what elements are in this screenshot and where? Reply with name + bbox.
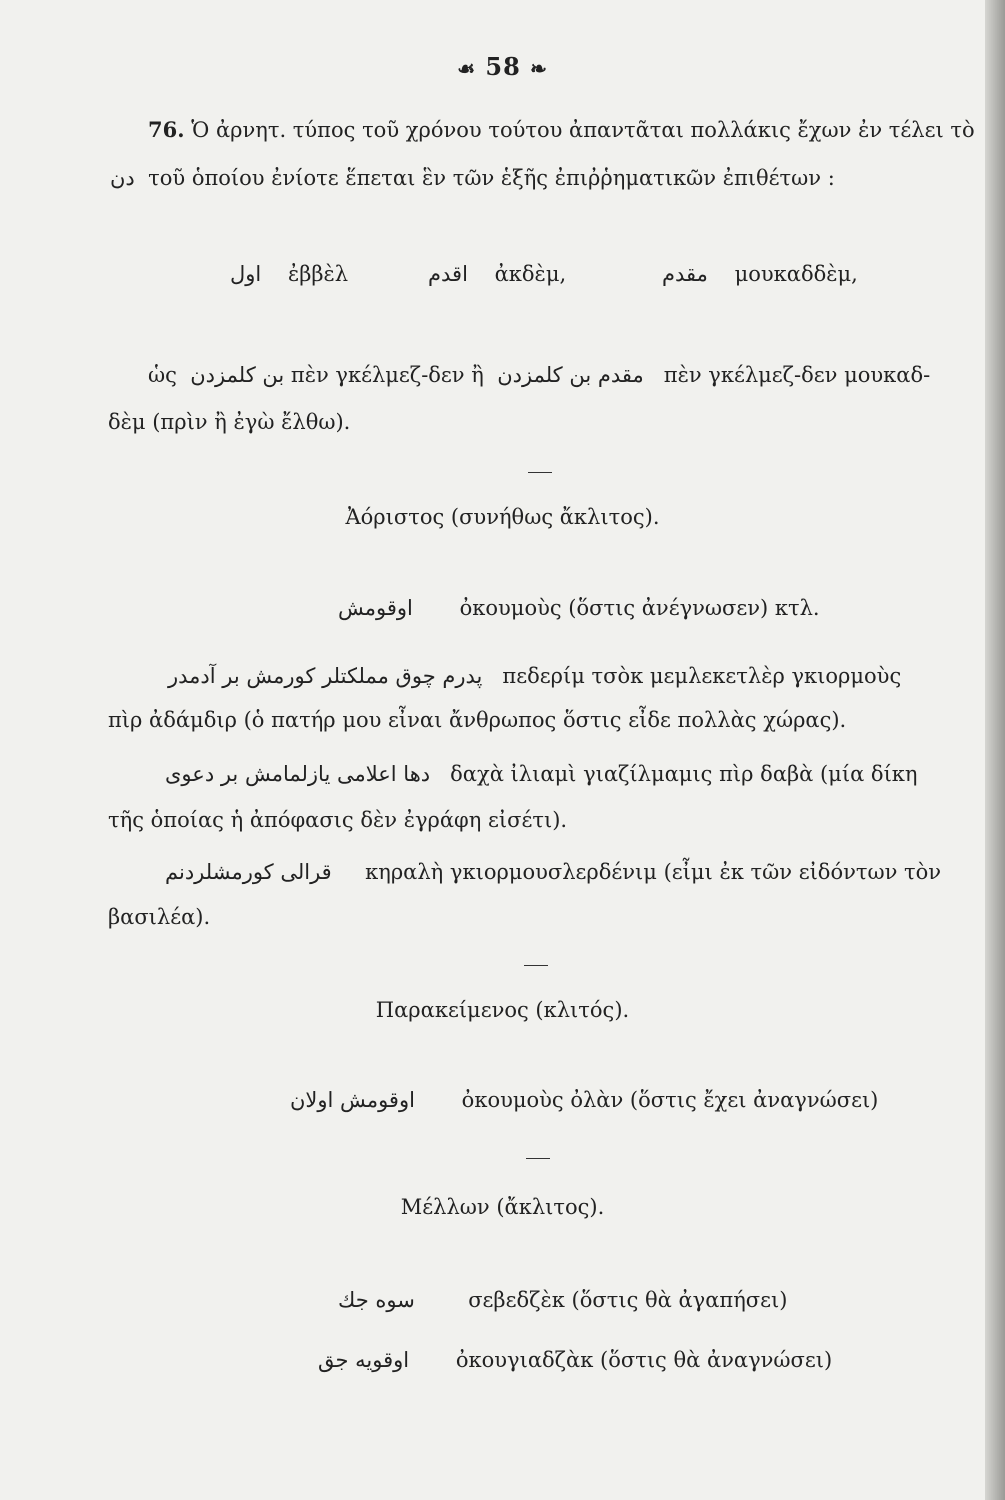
future-row-1-greek: σεβεδζὲκ (ὅστις θὰ ἀγαπήσει) xyxy=(468,1288,788,1312)
adverb-3-greek: μουκαδδὲμ, xyxy=(734,262,858,286)
future-row-1-ottoman: سوه جك xyxy=(338,1288,415,1312)
adverb-3-ottoman: مقدم xyxy=(662,262,708,286)
para-76-line-2 xyxy=(110,166,835,190)
para-76-line-1 xyxy=(148,117,975,142)
future-row-1 xyxy=(338,1288,787,1312)
example-line-1 xyxy=(148,363,930,387)
future-row-2-greek: ὀκουγιαδζὰκ (ὅστις θὰ ἀναγνώσει) xyxy=(455,1348,833,1372)
perfect-row-1-ottoman: اوقومش اولان xyxy=(290,1088,415,1112)
example-ottoman-1: بن كلمزدن xyxy=(190,363,285,387)
section-divider xyxy=(524,965,548,966)
section-divider xyxy=(528,472,552,473)
para-number: 76. xyxy=(148,117,185,142)
future-row-2-ottoman: اوقويه جق xyxy=(318,1348,410,1372)
page-number: 58 xyxy=(485,52,521,81)
aorist-row-2 xyxy=(168,664,901,688)
page-header xyxy=(0,52,1005,81)
para-76-text-2: τοῦ ὁποίου ἐνίοτε ἕπεται ἓν τῶν ἑξῆς ἐπιῤῥηματικῶν ἐπιθέτων : xyxy=(148,166,835,190)
section-title-perfect: Παρακείμενος (κλιτός). xyxy=(375,998,630,1022)
ottoman-word: دن xyxy=(110,166,135,190)
adverb-2-greek: ἀκδὲμ, xyxy=(494,262,567,286)
perfect-row-1 xyxy=(290,1088,878,1112)
aorist-row-4 xyxy=(165,860,941,884)
adverb-1-ottoman: اول xyxy=(230,262,262,286)
para-76-text-1: Ὁ ἀρνητ. τύπος τοῦ χρόνου τούτου ἀπαντᾶται πολλάκις ἔχων ἐν τέλει τὸ xyxy=(191,118,975,142)
aorist-row-2-greek: πεδερίμ τσὸκ μεμλεκετλὲρ γκιορμοὺς xyxy=(502,664,902,688)
aorist-row-1-greek: ὀκουμοὺς (ὅστις ἀνέγνωσεν) κτλ. xyxy=(459,596,820,620)
adverb-2 xyxy=(428,262,566,286)
section-title-future: Μέλλων (ἄκλιτος). xyxy=(400,1195,605,1219)
aorist-row-1 xyxy=(338,596,820,620)
adverb-2-ottoman: اقدم xyxy=(428,262,468,286)
aorist-row-3-ottoman: دها اعلامى يازلمامش بر دعوى xyxy=(165,762,431,786)
aorist-row-2-ottoman: پدرم چوق مملكتلر كورمش بر آدمدر xyxy=(168,664,483,688)
adverb-1-greek: ἐββὲλ xyxy=(287,262,349,286)
aorist-row-4-line-2: βασιλέα). xyxy=(108,905,211,929)
perfect-row-1-greek: ὀκουμοὺς ὀλὰν (ὅστις ἔχει ἀναγνώσει) xyxy=(461,1088,879,1112)
example-prefix: ὡς xyxy=(148,363,177,387)
aorist-row-4-greek: κηραλὴ γκιορμουσλερδένιμ (εἶμι ἐκ τῶν εἰδόντων τὸν xyxy=(365,860,942,884)
right-ornament-icon: ❧ xyxy=(530,56,548,81)
aorist-row-1-ottoman: اوقومش xyxy=(338,596,413,620)
adverb-3 xyxy=(662,262,858,286)
page-binding-edge xyxy=(985,0,1005,1500)
section-divider xyxy=(526,1158,550,1159)
section-title-aorist: Ἀόριστος (συνήθως ἄκλιτος). xyxy=(345,505,660,529)
left-ornament-icon: ☙ xyxy=(457,56,477,81)
adverb-1 xyxy=(230,262,348,286)
example-ottoman-2: مقدم بن كلمزدن xyxy=(497,363,644,387)
aorist-row-4-ottoman: قرالى كورمشلردنم xyxy=(165,860,332,884)
example-line-2: δὲμ (πρὶν ἢ ἐγὼ ἔλθω). xyxy=(108,410,351,434)
aorist-row-3-line-2: τῆς ὁποίας ἡ ἀπόφασις δὲν ἐγράφη εἰσέτι). xyxy=(108,808,568,832)
example-greek-1: πὲν γκέλμεζ-δεν ἢ xyxy=(290,363,484,387)
example-greek-2: πὲν γκέλμεζ-δεν μουκαδ- xyxy=(663,363,931,387)
aorist-row-2-line-2: πὶρ ἀδάμδιρ (ὁ πατήρ μου εἶναι ἄνθρωπος ὅστις εἶδε πολλὰς χώρας). xyxy=(108,708,847,732)
future-row-2 xyxy=(318,1348,832,1372)
aorist-row-3 xyxy=(165,762,918,786)
aorist-row-3-greek: δαχὰ ἰλιαμὶ γιαζίλμαμις πὶρ δαβὰ (μία δίκη xyxy=(450,762,918,786)
